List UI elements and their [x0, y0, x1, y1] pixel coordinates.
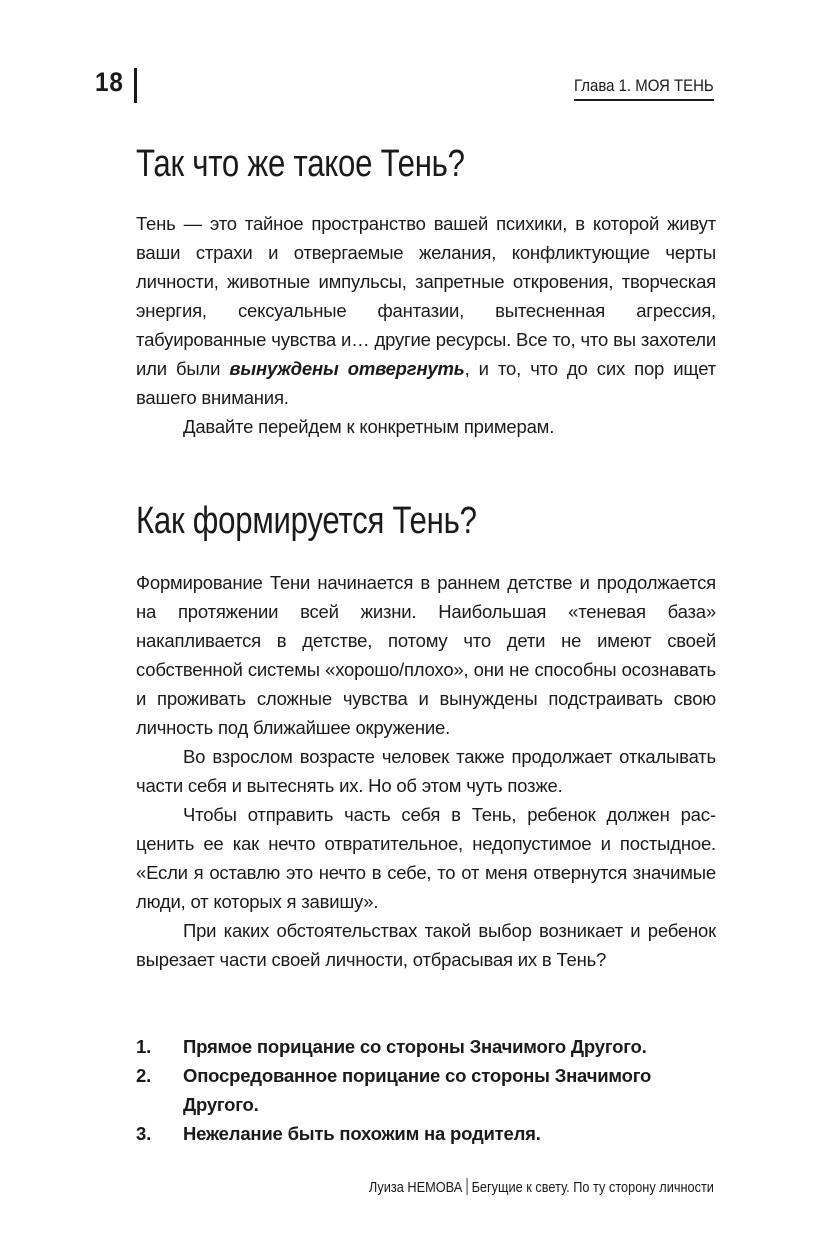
list-item-number: 1. — [136, 1036, 152, 1057]
emphasis-text: вынуждены отвергнуть — [229, 358, 465, 379]
footer-book-title: Бегущие к свету. По ту сторону личности — [471, 1179, 714, 1196]
page-number: 18 — [95, 67, 124, 97]
section-heading-how-shadow-forms: Как формируется Тень? — [136, 500, 477, 542]
paragraph-text: , и то, что до сих пор ищет вашего внимания. — [136, 358, 716, 408]
list-item-text: Нежелание быть похожим на родителя. — [183, 1123, 541, 1144]
paragraph: Давайте перейдем к конкретным примерам. — [183, 416, 555, 437]
list-item — [136, 1119, 716, 1148]
list-item-text: Прямое порицание со стороны Значимого Другого. — [183, 1036, 647, 1057]
list-item-number: 3. — [136, 1123, 152, 1144]
paragraph: Во взрослом возрасте человек также продолжает откалывать части себя и вытеснять их. Но об этом чуть позже. — [136, 746, 716, 796]
running-head: Глава 1. МОЯ ТЕНЬ — [574, 76, 714, 101]
paragraph-text: Тень — это тайное пространство вашей психики, в которой живут ваши страхи и отвергаемые желания, конфликтующие черты личности, животные импульсы, запретные откровения, творческая энергия, сексуальные фантазии, вытесненная агрессия, табуированные чувства и… другие ресурсы. Все то, что вы захотели или были — [136, 213, 716, 379]
list-item — [136, 1061, 716, 1119]
list-item-text: Опосредованное порицание со стороны Значимого Другого. — [183, 1065, 652, 1115]
paragraph: Чтобы отправить часть себя в Тень, ребенок должен расценить ее как нечто отвратительное, недопустимое и постыдное. «Если я оставлю это нечто в себе, то от меня отвернутся значимые люди, от которых я завишу». — [136, 804, 716, 912]
list-item — [136, 1032, 716, 1061]
paragraph: Формирование Тени начинается в раннем детстве и продолжается на протяжении всей жизни. Наибольшая «теневая база» накапливается в детстве, потому что дети не имеют своей собственной системы «хорошо/плохо», они не способны осознавать и проживать сложные чувства и вынуждены подстраивать свою личность под ближайшее окружение. — [136, 572, 716, 738]
footer-divider — [467, 1178, 468, 1195]
list-item-number: 2. — [136, 1065, 152, 1086]
header-divider — [134, 68, 137, 103]
paragraph: При каких обстоятельствах такой выбор возникает и ребенок вырезает части своей личности, отбрасывая их в Тень? — [136, 920, 716, 970]
section-heading-what-is-shadow: Так что же такое Тень? — [136, 143, 465, 185]
numbered-list — [136, 1032, 716, 1148]
paragraph — [136, 209, 716, 412]
footer-author: Луиза НЕМОВА — [368, 1179, 463, 1196]
section-body-how-shadow-forms — [136, 568, 716, 974]
page-footer — [369, 1178, 714, 1196]
section-body-what-is-shadow — [136, 209, 716, 441]
